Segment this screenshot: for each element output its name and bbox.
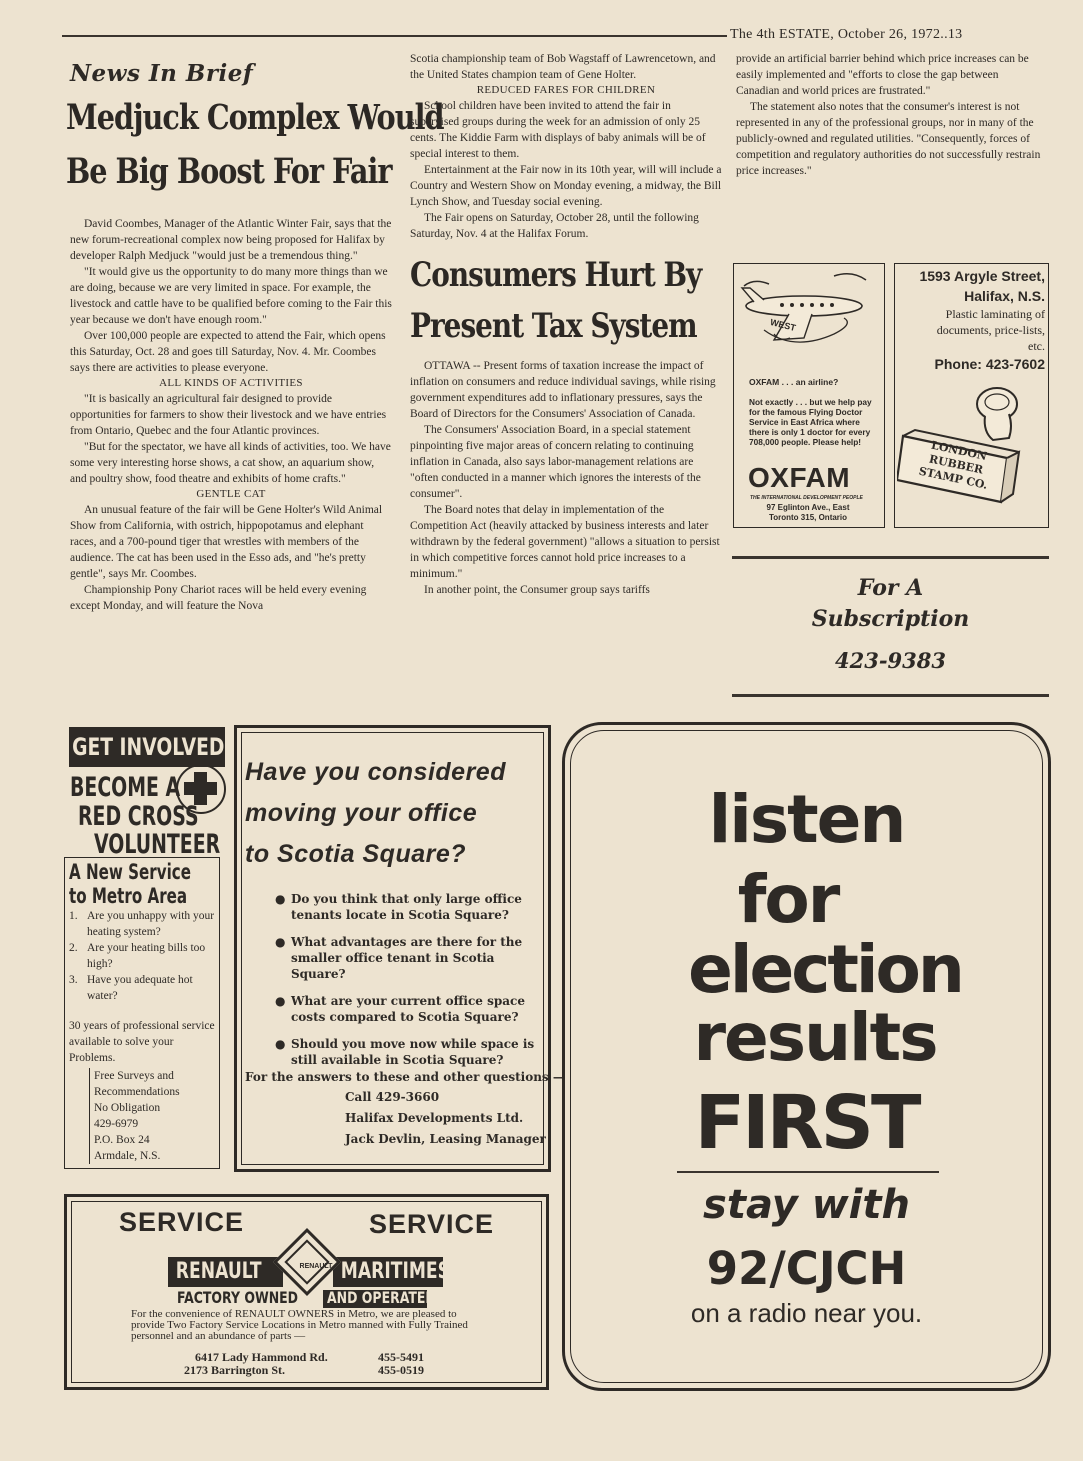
- scotia-title-3: to Scotia Square?: [245, 840, 467, 868]
- cjch-line6: stay with: [703, 1182, 910, 1228]
- paragraph: David Coombes, Manager of the Atlantic Winter Fair, says that the new forum-recreational complex now being proposed for Halifax by developer Ralph Medjuck "would just be a tremendous thing.": [70, 218, 392, 262]
- renault-brand-right: MARITIMES: [340, 1259, 451, 1284]
- subhead-reduced-fares: REDUCED FARES FOR CHILDREN: [476, 84, 656, 96]
- column-3: [736, 51, 1041, 179]
- masthead: The 4th ESTATE, October 26, 1972..13: [730, 27, 963, 42]
- renault-loc1-addr: 6417 Lady Hammond Rd.: [195, 1350, 328, 1364]
- subhead-gentle-cat: GENTLE CAT: [196, 488, 266, 500]
- list-item: 2. Are your heating bills too high?: [69, 942, 206, 970]
- renault-loc2-phone: 455-0519: [378, 1363, 424, 1377]
- list-item: ● Should you move now while space is still available in Scotia Square?: [275, 1037, 535, 1067]
- subscription-phone: 423-9383: [835, 648, 946, 673]
- heating-body: 30 years of professional service available to solve your Problems.: [69, 1020, 215, 1064]
- plane-label: WEST: [769, 317, 797, 333]
- stamp-label: LONDON RUBBER STAMP CO.: [917, 438, 989, 492]
- paragraph: The Board notes that delay in implementation of the Competition Act (heavily attacked by business interests and later withdrawn by the federal government) "allows a situation to persist in which competitive forces cannot hold price increases to a minimum.": [410, 504, 720, 580]
- contact-line: Armdale, N.S.: [94, 1150, 161, 1162]
- airplane-icon: [734, 268, 882, 368]
- contact-line: P.O. Box 24: [94, 1134, 150, 1146]
- paragraph: Scotia championship team of Bob Wagstaff of Lawrencetown, and the United States champion team of Gene Holter.: [410, 53, 716, 81]
- heating-title-2: to Metro Area: [69, 884, 188, 908]
- rubber-stamp-ad: [894, 263, 1049, 528]
- list-item: ● What are your current office space costs compared to Scotia Square?: [275, 994, 525, 1024]
- paragraph: OTTAWA -- Present forms of taxation increase the impact of inflation on consumers and reduce individual savings, while rising government expenditures add to inflationary pressures, says the Board of Directors for the Consumers' Association of Canada.: [410, 360, 716, 420]
- renault-loc2-addr: 2173 Barrington St.: [184, 1363, 286, 1377]
- scotia-square-ad: [234, 725, 565, 1172]
- paragraph: The statement also notes that the consumer's interest is not represented in any of the professional groups, nor in many of the publicly-owned and regulated utilities. "Consequently, forces of competition and regulatory authorities do not successfully restrain price increases.": [736, 101, 1041, 177]
- cjch-line1: listen: [708, 781, 905, 858]
- contact-line: 429-6979: [94, 1118, 139, 1130]
- renault-bar-left: [168, 1257, 283, 1287]
- service-left: SERVICE: [119, 1207, 245, 1237]
- redcross-banner-text: GET INVOLVED!: [72, 733, 233, 761]
- cjch-line4: results: [693, 999, 937, 1076]
- redcross-line2: RED CROSS: [78, 801, 199, 832]
- stamp-phone: Phone: 423-7602: [934, 356, 1045, 372]
- paragraph: Over 100,000 people are expected to attend the Fair, which opens this Saturday, Oct. 28 and goes till Saturday, Nov. 4. Mr. Coombes says there are activities to please everyone.: [70, 330, 386, 374]
- cjch-divider: [677, 1171, 939, 1173]
- renault-bar-right: [333, 1257, 451, 1287]
- scotia-title-2: moving your office: [245, 799, 478, 827]
- factory-right: AND OPERATED: [327, 1288, 436, 1307]
- cjch-line7: 92/CJCH: [706, 1242, 907, 1295]
- paragraph: Entertainment at the Fair now in its 10th year, will will include a Country and Western Show on Monday evening, a midway, the Bill Lynch Show, and Tuesday social evening.: [410, 164, 722, 208]
- list-item: 3. Have you adequate hot water?: [69, 974, 193, 1002]
- renault-brand-left: RENAULT: [175, 1259, 262, 1284]
- oxfam-address-2: Toronto 315, Ontario: [768, 513, 848, 522]
- contact-line: No Obligation: [94, 1102, 161, 1114]
- cjch-line3: election: [688, 931, 962, 1008]
- list-item: ● Do you think that only large office tenants locate in Scotia Square?: [275, 892, 522, 922]
- subscription-top-rule: [732, 556, 1049, 559]
- heating-title-1: A New Service: [69, 860, 191, 884]
- contact-line: Recommendations: [94, 1086, 180, 1098]
- factory-left: FACTORY OWNED: [177, 1288, 299, 1307]
- oxfam-body: Not exactly . . . but we help pay for the famous Flying Doctor Service in East Africa where there is only 1 doctor for every 708,000 people. Please help!: [749, 397, 872, 447]
- paragraph: The Consumers' Association Board, in a special statement pinpointing five major areas of concern relating to continuing inflation in Canada, also says labor-management relations are "often conducted in a manner which ignores the interests of the consumer".: [410, 424, 701, 500]
- headline-medjuck-2: Be Big Boost For Fair: [66, 151, 392, 192]
- list-item: ● What advantages are there for the smaller office tenant in Scotia Square?: [275, 935, 523, 981]
- scotia-title-1: Have you considered: [245, 758, 506, 786]
- paragraph: "It is basically an agricultural fair designed to provide opportunities for farmers to show their livestock and we have entries from Ontario, Quebec and the four Atlantic provinces.: [70, 393, 387, 437]
- subscription-bottom-rule: [732, 694, 1049, 697]
- paragraph: An unusual feature of the fair will be Gene Holter's Wild Animal Show from California, with ostrich, hippopotamus and elephant races, and a 700-pound tiger that wrestles with members of the audience. The cat has been used in the Esso ads, and "he's pretty gentle", says Mr. Coombes.: [70, 504, 383, 580]
- oxfam-logo: OXFAM: [748, 462, 851, 493]
- oxfam-tagline: THE INTERNATIONAL DEVELOPMENT PEOPLE: [750, 495, 863, 501]
- oxfam-address-1: 97 Eglinton Ave., East: [766, 503, 850, 512]
- renault-loc1-phone: 455-5491: [378, 1350, 424, 1364]
- stamp-address-1: 1593 Argyle Street,: [919, 268, 1045, 284]
- column-1: [66, 60, 444, 614]
- oxfam-ad: [733, 263, 885, 528]
- redcross-line1: BECOME A: [70, 772, 181, 803]
- paragraph: The Fair opens on Saturday, October 28, until the following Saturday, Nov. 4 at the Halifax Forum.: [410, 212, 699, 240]
- stamp-desc: Plastic laminating of documents, price-lists, etc.: [936, 307, 1045, 353]
- cjch-line8: on a radio near you.: [690, 1298, 923, 1328]
- renault-body: For the convenience of RENAULT OWNERS in Metro, we are pleased to provide Two Factory Service Locations in Metro manned with Fully Trained personnel and an abundance of parts —: [131, 1308, 468, 1342]
- kicker-news-in-brief: News In Brief: [70, 60, 254, 87]
- service-right: SERVICE: [369, 1209, 495, 1239]
- list-item: 1. Are you unhappy with your heating system?: [69, 910, 215, 938]
- heating-service-ad: [64, 857, 220, 1169]
- redcross-banner: [69, 727, 233, 767]
- paragraph: provide an artificial barrier behind which price increases can be easily implemented and "efforts to close the gap between Canadian and world prices are frustrated.": [736, 53, 1029, 97]
- paragraph: "It would give us the opportunity to do many more things than we are doing, because we are very limited in space. For example, the livestock and cattle have to be qualified before coming to the Fair this year because we don't have enough room.": [70, 266, 392, 326]
- subhead-activities: ALL KINDS OF ACTIVITIES: [159, 377, 303, 389]
- cjch-ad: [562, 722, 1051, 1391]
- headline-medjuck-1: Medjuck Complex Would: [66, 97, 444, 138]
- scotia-bullet-list: [275, 891, 547, 1079]
- scotia-person: Jack Devlin, Leasing Manager: [345, 1132, 546, 1146]
- paragraph: School children have been invited to attend the fair in supervised groups during the week for an admission of only 25 cents. The Kiddie Farm with displays of baby animals will be of special interest to them.: [410, 100, 706, 160]
- stamp-address-2: Halifax, N.S.: [964, 288, 1045, 304]
- column-2: [410, 51, 722, 598]
- cjch-line5: FIRST: [694, 1080, 919, 1166]
- scotia-call: Call 429-3660: [345, 1090, 440, 1104]
- subscription-line1: For A: [857, 575, 924, 601]
- headline-consumers-1: Consumers Hurt By: [410, 255, 702, 295]
- paragraph: In another point, the Consumer group says tariffs: [424, 584, 650, 596]
- paragraph: "But for the spectator, we have all kinds of activities, too. We have some very interesting horse shows, a cat show, an aquarium show, and poultry show, food theatre and exhibits of home crafts.": [70, 441, 391, 485]
- contact-line: Free Surveys and: [94, 1070, 174, 1082]
- subscription-line2: Subscription: [811, 606, 970, 632]
- renault-diamond-text: RENAULT: [299, 1263, 333, 1270]
- heating-contact-box: [89, 1068, 215, 1164]
- oxfam-line1: OXFAM . . . an airline?: [749, 377, 839, 387]
- renault-ad: [64, 1194, 549, 1390]
- scotia-company: Halifax Developments Ltd.: [345, 1111, 524, 1125]
- masthead-rule: [62, 35, 727, 37]
- paragraph: Championship Pony Chariot races will be held every evening except Monday, and will feature the Nova: [70, 584, 367, 612]
- headline-consumers-2: Present Tax System: [410, 306, 697, 346]
- scotia-answers: For the answers to these and other questions —: [245, 1070, 565, 1084]
- cjch-line2: for: [737, 861, 839, 938]
- redcross-line3: VOLUNTEER: [94, 829, 221, 860]
